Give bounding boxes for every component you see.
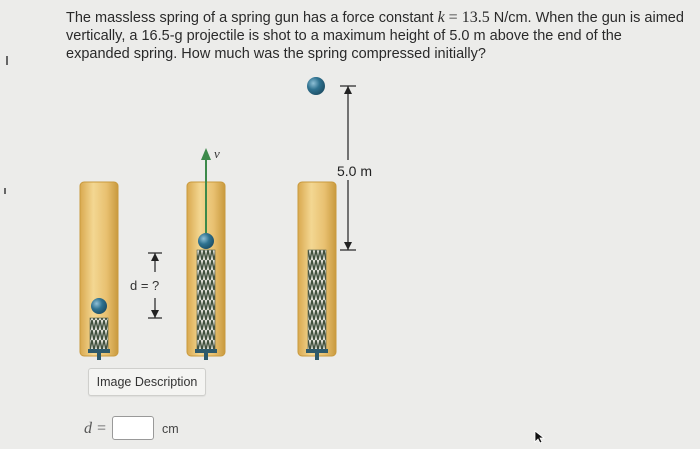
compression-answer-input[interactable] (112, 416, 154, 440)
height-annotation (334, 86, 380, 250)
image-description-button[interactable]: Image Description (88, 368, 206, 396)
gun-stem-1 (97, 353, 101, 360)
question-text-part2: N/cm. When the gun is aimed vertically, a 16.5-g projectile is shot to a maximum height of 5.0 m above the end of the expanded spring. How much was the spring compressed initially? (66, 10, 684, 62)
spring-2 (197, 250, 215, 350)
gun-stem-2 (204, 353, 208, 360)
gun-base-1 (88, 349, 110, 353)
projectile-2 (198, 233, 214, 249)
answer-unit: cm (162, 422, 179, 436)
gun-base-3 (306, 349, 328, 353)
projectile-3 (307, 77, 325, 95)
k-symbol: k (437, 9, 445, 26)
equals-sign: = (444, 9, 462, 26)
compression-label: d = ? (130, 278, 160, 293)
gun-expanded (187, 146, 225, 360)
mouse-cursor-icon (534, 430, 546, 444)
gun-base-2 (195, 349, 217, 353)
question-text-part1: The massless spring of a spring gun has a force constant (66, 10, 438, 26)
height-label: 5.0 m (337, 163, 373, 179)
gun-compressed (80, 182, 118, 360)
gun-stem-3 (315, 353, 319, 360)
gun-max-height (298, 77, 336, 360)
velocity-label: v (214, 146, 220, 161)
projectile-1 (91, 298, 107, 314)
compression-annotation (130, 253, 162, 318)
spring-1 (90, 318, 108, 350)
k-value: 13.5 (461, 9, 490, 26)
velocity-arrowhead (201, 148, 211, 160)
answer-variable: d = (84, 420, 107, 437)
spring-3 (308, 250, 326, 350)
